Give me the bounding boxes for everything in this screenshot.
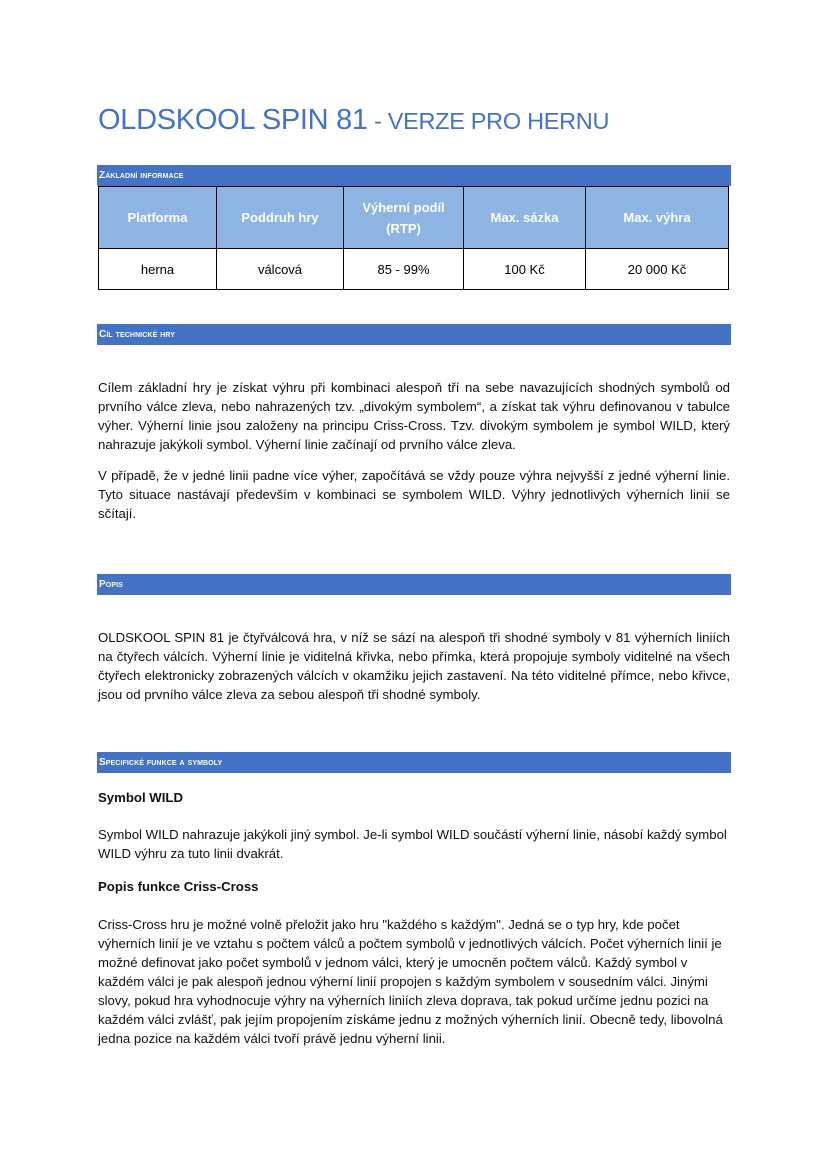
cell-platform: herna: [99, 249, 217, 290]
header-max-win: Max. výhra: [586, 187, 729, 249]
criss-cross-text: Criss-Cross hru je možné volně přeložit jako hru "každého s každým". Jedná se o typ hry, kde počet výherních linií je ve vztahu s počtem válců a počtem symbolů v jednotlivých válcích. Počet výherních linií je možné definovat jako počet symbolů v jednom válci, který je umocněn počtem válců. Každý symbol v každém válci je pak alespoň jednou výherní linií propojen s každým symbolem v sousedním válci. Jinými slovy, pokud hra vyhodnocuje výhry na výherních liniích zleva doprava, tak pokud určíme jednu pozici na každém válci zvlášť, pak jejím propojením získáme jednu z možných výherních linií. Obecně tedy, libovolná jedna pozice na každém válci tvoří právě jednu výherní linii.: [98, 917, 723, 1046]
cell-rtp: 85 - 99%: [344, 249, 464, 290]
header-platform: Platforma: [99, 187, 217, 249]
section-heading-basic-info: Základní informace: [97, 165, 731, 186]
description-paragraph: OLDSKOOL SPIN 81 je čtyřválcová hra, v níž se sází na alespoň tři shodné symboly v 81 výherních liniích na čtyřech válcích. Výherní linie je viditelná křivka, nebo přímka, která propojuje symboly viditelné na všech čtyřech elektronicky zobrazených válcích v okamžiku jejich zastavení. Na této viditelné přímce, nebo křivce, jsou od prvního válce zleva za sebou alespoň tři shodné symboly.: [98, 630, 730, 702]
basic-info-table: [98, 186, 729, 290]
cell-game-subtype: válcová: [217, 249, 344, 290]
goal-paragraph-2: V případě, že v jedné linii padne více výher, započítává se vždy pouze výhra nejvyšší z jedné výherní linie. Tyto situace nastávají především v kombinaci se symbolem WILD. Výhry jednotlivých výherních linií se sčítají.: [98, 468, 730, 521]
cell-max-bet: 100 Kč: [464, 249, 586, 290]
header-max-bet: Max. sázka: [464, 187, 586, 249]
header-game-subtype: Poddruh hry: [217, 187, 344, 249]
section-heading-features: Specifické funkce a symboly: [97, 752, 731, 773]
cell-max-win: 20 000 Kč: [586, 249, 729, 290]
table-row: [99, 249, 729, 290]
table-header-row: [99, 187, 729, 249]
title-main: OLDSKOOL SPIN 81: [98, 104, 368, 136]
document-title: [98, 104, 609, 137]
goal-paragraph-1: Cílem základní hry je získat výhru při kombinaci alespoň tří na sebe navazujících shodných symbolů od prvního válce zleva, nebo nahrazených tzv. „divokým symbolem“, a získat tak výhru definovanou v tabulce výher. Výherní linie jsou založeny na principu Criss-Cross. Tzv. divokým symbolem je symbol WILD, který nahrazuje jakýkoli symbol. Výherní linie začínají od prvního válce zleva.: [98, 380, 730, 452]
title-subtitle: - VERZE PRO HERNU: [367, 108, 610, 134]
header-rtp: Výherní podíl (RTP): [344, 187, 464, 249]
section-heading-description: Popis: [97, 574, 731, 595]
wild-symbol-title: Symbol WILD: [98, 790, 183, 805]
section-heading-goal: Cíl technické hry: [97, 324, 731, 345]
wild-symbol-text: Symbol WILD nahrazuje jakýkoli jiný symbol. Je-li symbol WILD součástí výherní linie, násobí každý symbol WILD výhru za tuto linii dvakrát.: [98, 827, 727, 861]
criss-cross-title: Popis funkce Criss-Cross: [98, 879, 259, 894]
